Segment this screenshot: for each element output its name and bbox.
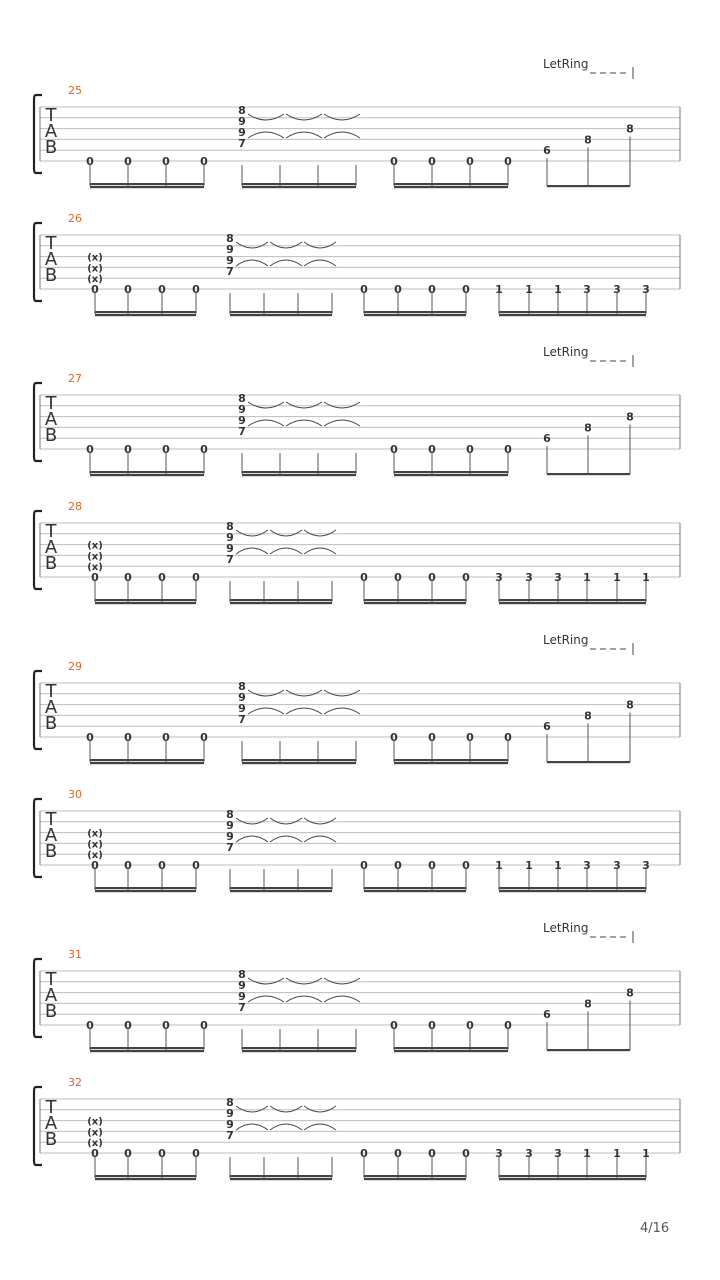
- harmonic-mark: [324, 132, 360, 138]
- beam: [90, 762, 204, 764]
- fret-note: 1: [613, 571, 621, 584]
- fret-note: 0: [466, 443, 474, 456]
- harmonic-mark: [304, 836, 336, 842]
- fret-note: 0: [390, 443, 398, 456]
- tab-system-29: [34, 633, 680, 764]
- harmonic-mark: [236, 260, 268, 266]
- harmonic-mark: [304, 1106, 336, 1112]
- measure-number: 28: [68, 500, 82, 513]
- fret-note: 0: [390, 731, 398, 744]
- harmonic-mark: [304, 548, 336, 554]
- fret-note: 0: [462, 859, 470, 872]
- fret-note: 8: [626, 410, 634, 424]
- fret-note: 3: [495, 571, 503, 584]
- beam: [499, 599, 646, 601]
- measure-number: 26: [68, 212, 82, 225]
- chord-note: 9: [238, 126, 246, 139]
- beam: [90, 1050, 204, 1052]
- chord-note: 9: [226, 1107, 234, 1120]
- beam: [95, 890, 196, 892]
- muted-note: (x): [87, 839, 103, 851]
- harmonic-mark: [324, 996, 360, 1002]
- tab-clef-letter: A: [44, 409, 58, 430]
- harmonic-mark: [324, 402, 360, 408]
- fret-note: 1: [525, 859, 533, 872]
- beam: [364, 602, 466, 604]
- harmonic-mark: [286, 978, 322, 984]
- fret-note: 1: [642, 1147, 650, 1160]
- fret-note: 3: [525, 1147, 533, 1160]
- beam: [394, 762, 508, 764]
- fret-note: 1: [613, 1147, 621, 1160]
- beam: [499, 602, 646, 604]
- harmonic-mark: [236, 818, 268, 824]
- let-ring-label: LetRing: [543, 345, 589, 359]
- chord-note: 9: [238, 702, 246, 715]
- fret-note: 0: [124, 1147, 132, 1160]
- chord-note: 9: [226, 819, 234, 832]
- chord-note: 7: [238, 713, 246, 726]
- beam: [90, 186, 204, 188]
- tab-system-26: [34, 212, 680, 316]
- fret-note: 0: [162, 731, 170, 744]
- chord-note: 9: [226, 254, 234, 267]
- harmonic-mark: [236, 242, 268, 248]
- harmonic-mark: [286, 690, 322, 696]
- tab-system-28: [34, 500, 680, 604]
- fret-note: 0: [428, 443, 436, 456]
- fret-note: 3: [642, 859, 650, 872]
- fret-note: 0: [124, 443, 132, 456]
- fret-note: 6: [543, 144, 551, 158]
- page-number: 4/16: [640, 1221, 670, 1236]
- tab-clef-letter: A: [44, 1113, 58, 1134]
- harmonic-mark: [236, 548, 268, 554]
- fret-note: 0: [428, 1147, 436, 1160]
- tab-clef-letter: B: [44, 425, 58, 446]
- chord-note: 7: [226, 1129, 234, 1142]
- beam: [499, 887, 646, 889]
- tab-system-30: [34, 788, 680, 892]
- harmonic-mark: [324, 420, 360, 426]
- fret-note: 0: [86, 1019, 94, 1032]
- tab-clef-letter: T: [45, 521, 57, 542]
- chord-note: 8: [226, 808, 234, 821]
- chord-note: 8: [226, 1096, 234, 1109]
- beam: [230, 599, 332, 601]
- fret-note: 0: [91, 571, 99, 584]
- harmonic-mark: [324, 978, 360, 984]
- fret-note: 1: [525, 283, 533, 296]
- fret-note: 0: [462, 571, 470, 584]
- fret-note: 0: [91, 283, 99, 296]
- fret-note: 0: [158, 859, 166, 872]
- fret-note: 0: [394, 859, 402, 872]
- beam: [242, 1050, 356, 1052]
- beam: [95, 599, 196, 601]
- beam: [230, 890, 332, 892]
- fret-note: 0: [91, 859, 99, 872]
- harmonic-mark: [324, 690, 360, 696]
- beam: [90, 1047, 204, 1049]
- fret-note: 0: [124, 155, 132, 168]
- muted-note: (x): [87, 263, 103, 275]
- beam: [364, 890, 466, 892]
- beam: [230, 314, 332, 316]
- fret-note: 0: [162, 155, 170, 168]
- fret-note: 0: [462, 1147, 470, 1160]
- beam: [242, 471, 356, 473]
- chord-note: 9: [238, 979, 246, 992]
- fret-note: 0: [158, 571, 166, 584]
- harmonic-mark: [236, 530, 268, 536]
- beam: [364, 599, 466, 601]
- fret-note: 0: [200, 731, 208, 744]
- harmonic-mark: [270, 836, 302, 842]
- harmonic-mark: [248, 978, 284, 984]
- muted-note: (x): [87, 551, 103, 563]
- beam: [242, 762, 356, 764]
- chord-note: 9: [226, 243, 234, 256]
- chord-note: 9: [226, 1118, 234, 1131]
- chord-note: 9: [226, 531, 234, 544]
- fret-note: 1: [583, 571, 591, 584]
- chord-note: 9: [238, 691, 246, 704]
- harmonic-mark: [236, 1124, 268, 1130]
- harmonic-mark: [286, 114, 322, 120]
- beam: [95, 602, 196, 604]
- beam: [90, 759, 204, 761]
- fret-note: 8: [584, 709, 592, 723]
- beam: [394, 1050, 508, 1052]
- fret-note: 0: [192, 283, 200, 296]
- fret-note: 8: [584, 421, 592, 435]
- harmonic-mark: [270, 818, 302, 824]
- fret-note: 0: [428, 155, 436, 168]
- beam: [95, 1175, 196, 1177]
- harmonic-mark: [248, 420, 284, 426]
- muted-note: (x): [87, 540, 103, 552]
- muted-note: (x): [87, 828, 103, 840]
- fret-note: 6: [543, 1008, 551, 1022]
- fret-note: 0: [124, 731, 132, 744]
- fret-note: 0: [124, 283, 132, 296]
- harmonic-mark: [248, 690, 284, 696]
- beam: [547, 761, 630, 763]
- fret-note: 1: [554, 859, 562, 872]
- harmonic-mark: [324, 708, 360, 714]
- beam: [95, 887, 196, 889]
- harmonic-mark: [286, 708, 322, 714]
- chord-note: 9: [238, 414, 246, 427]
- beam: [242, 186, 356, 188]
- chord-note: 8: [226, 520, 234, 533]
- tab-clef-letter: T: [45, 969, 57, 990]
- chord-note: 9: [226, 542, 234, 555]
- fret-note: 1: [554, 283, 562, 296]
- beam: [499, 314, 646, 316]
- fret-note: 3: [583, 859, 591, 872]
- harmonic-mark: [248, 132, 284, 138]
- fret-note: 0: [86, 731, 94, 744]
- tab-clef-letter: T: [45, 105, 57, 126]
- fret-note: 0: [462, 283, 470, 296]
- beam: [394, 471, 508, 473]
- fret-note: 0: [158, 1147, 166, 1160]
- chord-note: 7: [238, 1001, 246, 1014]
- fret-note: 0: [162, 1019, 170, 1032]
- fret-note: 0: [466, 731, 474, 744]
- tab-clef-letter: A: [44, 537, 58, 558]
- beam: [90, 474, 204, 476]
- tab-clef-letter: A: [44, 121, 58, 142]
- harmonic-mark: [270, 242, 302, 248]
- fret-note: 0: [200, 155, 208, 168]
- tab-system-25: [34, 57, 680, 188]
- chord-note: 7: [238, 425, 246, 438]
- fret-note: 0: [162, 443, 170, 456]
- harmonic-mark: [304, 260, 336, 266]
- measure-number: 31: [68, 948, 82, 961]
- fret-note: 0: [428, 859, 436, 872]
- fret-note: 0: [360, 283, 368, 296]
- fret-note: 8: [584, 133, 592, 147]
- muted-note: (x): [87, 1116, 103, 1128]
- fret-note: 3: [583, 283, 591, 296]
- tab-clef-letter: B: [44, 1001, 58, 1022]
- beam: [364, 314, 466, 316]
- chord-note: 7: [238, 137, 246, 150]
- beam: [394, 474, 508, 476]
- tab-clef-letter: T: [45, 233, 57, 254]
- harmonic-mark: [286, 132, 322, 138]
- chord-note: 8: [238, 968, 246, 981]
- beam: [499, 1178, 646, 1180]
- beam: [90, 471, 204, 473]
- harmonic-mark: [236, 836, 268, 842]
- fret-note: 3: [613, 859, 621, 872]
- fret-note: 0: [428, 571, 436, 584]
- measure-number: 30: [68, 788, 82, 801]
- fret-note: 8: [626, 122, 634, 136]
- beam: [394, 759, 508, 761]
- chord-note: 7: [226, 841, 234, 854]
- measure-number: 32: [68, 1076, 82, 1089]
- muted-note: (x): [87, 1138, 103, 1150]
- harmonic-mark: [304, 818, 336, 824]
- measure-number: 29: [68, 660, 82, 673]
- tab-clef-letter: B: [44, 713, 58, 734]
- harmonic-mark: [248, 402, 284, 408]
- chord-note: 8: [226, 232, 234, 245]
- fret-note: 6: [543, 720, 551, 734]
- beam: [499, 890, 646, 892]
- fret-note: 0: [394, 283, 402, 296]
- tab-clef-letter: T: [45, 393, 57, 414]
- fret-note: 1: [495, 283, 503, 296]
- fret-note: 0: [466, 155, 474, 168]
- beam: [547, 473, 630, 475]
- muted-note: (x): [87, 252, 103, 264]
- chord-note: 9: [238, 403, 246, 416]
- fret-note: 0: [360, 859, 368, 872]
- chord-note: 8: [238, 392, 246, 405]
- fret-note: 0: [504, 1019, 512, 1032]
- beam: [364, 1175, 466, 1177]
- fret-note: 0: [390, 1019, 398, 1032]
- chord-note: 8: [238, 104, 246, 117]
- chord-note: 9: [238, 115, 246, 128]
- harmonic-mark: [286, 420, 322, 426]
- fret-note: 0: [192, 1147, 200, 1160]
- fret-note: 0: [200, 443, 208, 456]
- harmonic-mark: [248, 114, 284, 120]
- tab-clef-letter: T: [45, 681, 57, 702]
- fret-note: 0: [428, 731, 436, 744]
- fret-note: 0: [86, 155, 94, 168]
- fret-note: 3: [642, 283, 650, 296]
- beam: [230, 311, 332, 313]
- beam: [242, 183, 356, 185]
- beam: [95, 311, 196, 313]
- fret-note: 6: [543, 432, 551, 446]
- tab-clef-letter: A: [44, 985, 58, 1006]
- fret-note: 3: [554, 1147, 562, 1160]
- beam: [230, 1178, 332, 1180]
- beam: [242, 1047, 356, 1049]
- beam: [364, 887, 466, 889]
- beam: [394, 183, 508, 185]
- fret-note: 0: [158, 283, 166, 296]
- tab-clef-letter: A: [44, 697, 58, 718]
- chord-note: 7: [226, 553, 234, 566]
- fret-note: 0: [192, 859, 200, 872]
- fret-note: 3: [525, 571, 533, 584]
- fret-note: 3: [495, 1147, 503, 1160]
- fret-note: 3: [554, 571, 562, 584]
- tab-clef-letter: A: [44, 249, 58, 270]
- harmonic-mark: [270, 548, 302, 554]
- harmonic-mark: [270, 530, 302, 536]
- fret-note: 0: [200, 1019, 208, 1032]
- fret-note: 0: [428, 283, 436, 296]
- chord-note: 9: [226, 830, 234, 843]
- tab-system-27: [34, 345, 680, 476]
- muted-note: (x): [87, 850, 103, 862]
- harmonic-mark: [248, 708, 284, 714]
- harmonic-mark: [270, 260, 302, 266]
- fret-note: 0: [360, 1147, 368, 1160]
- muted-note: (x): [87, 274, 103, 286]
- beam: [547, 1049, 630, 1051]
- harmonic-mark: [286, 402, 322, 408]
- tab-clef-letter: B: [44, 137, 58, 158]
- fret-note: 0: [360, 571, 368, 584]
- chord-note: 7: [226, 265, 234, 278]
- beam: [90, 183, 204, 185]
- tab-system-32: [34, 1076, 680, 1180]
- beam: [394, 186, 508, 188]
- fret-note: 0: [394, 1147, 402, 1160]
- tab-clef-letter: B: [44, 1129, 58, 1150]
- tab-clef-letter: A: [44, 825, 58, 846]
- fret-note: 0: [428, 1019, 436, 1032]
- harmonic-mark: [248, 996, 284, 1002]
- tab-clef-letter: T: [45, 809, 57, 830]
- harmonic-mark: [270, 1124, 302, 1130]
- harmonic-mark: [304, 530, 336, 536]
- beam: [230, 1175, 332, 1177]
- fret-note: 0: [466, 1019, 474, 1032]
- fret-note: 0: [390, 155, 398, 168]
- harmonic-mark: [304, 242, 336, 248]
- beam: [499, 1175, 646, 1177]
- beam: [95, 314, 196, 316]
- beam: [547, 185, 630, 187]
- chord-note: 9: [238, 990, 246, 1003]
- tab-clef-letter: B: [44, 265, 58, 286]
- fret-note: 0: [124, 571, 132, 584]
- tab-clef-letter: T: [45, 1097, 57, 1118]
- fret-note: 1: [495, 859, 503, 872]
- beam: [95, 1178, 196, 1180]
- beam: [364, 1178, 466, 1180]
- fret-note: 0: [504, 155, 512, 168]
- measure-number: 25: [68, 84, 82, 97]
- let-ring-label: LetRing: [543, 57, 589, 71]
- beam: [242, 759, 356, 761]
- fret-note: 1: [642, 571, 650, 584]
- harmonic-mark: [304, 1124, 336, 1130]
- harmonic-mark: [324, 114, 360, 120]
- fret-note: 0: [192, 571, 200, 584]
- fret-note: 8: [626, 698, 634, 712]
- fret-note: 0: [394, 571, 402, 584]
- fret-note: 0: [91, 1147, 99, 1160]
- beam: [499, 311, 646, 313]
- fret-note: 3: [613, 283, 621, 296]
- harmonic-mark: [286, 996, 322, 1002]
- fret-note: 0: [86, 443, 94, 456]
- let-ring-label: LetRing: [543, 633, 589, 647]
- chord-note: 8: [238, 680, 246, 693]
- fret-note: 0: [124, 859, 132, 872]
- fret-note: 8: [584, 997, 592, 1011]
- muted-note: (x): [87, 1127, 103, 1139]
- harmonic-mark: [270, 1106, 302, 1112]
- tab-clef-letter: B: [44, 553, 58, 574]
- beam: [364, 311, 466, 313]
- beam: [230, 887, 332, 889]
- tab-system-31: [34, 921, 680, 1052]
- tab-clef-letter: B: [44, 841, 58, 862]
- harmonic-mark: [236, 1106, 268, 1112]
- fret-note: 0: [504, 443, 512, 456]
- measure-number: 27: [68, 372, 82, 385]
- muted-note: (x): [87, 562, 103, 574]
- fret-note: 1: [583, 1147, 591, 1160]
- beam: [394, 1047, 508, 1049]
- fret-note: 0: [504, 731, 512, 744]
- let-ring-label: LetRing: [543, 921, 589, 935]
- beam: [242, 474, 356, 476]
- beam: [230, 602, 332, 604]
- fret-note: 0: [124, 1019, 132, 1032]
- fret-note: 8: [626, 986, 634, 1000]
